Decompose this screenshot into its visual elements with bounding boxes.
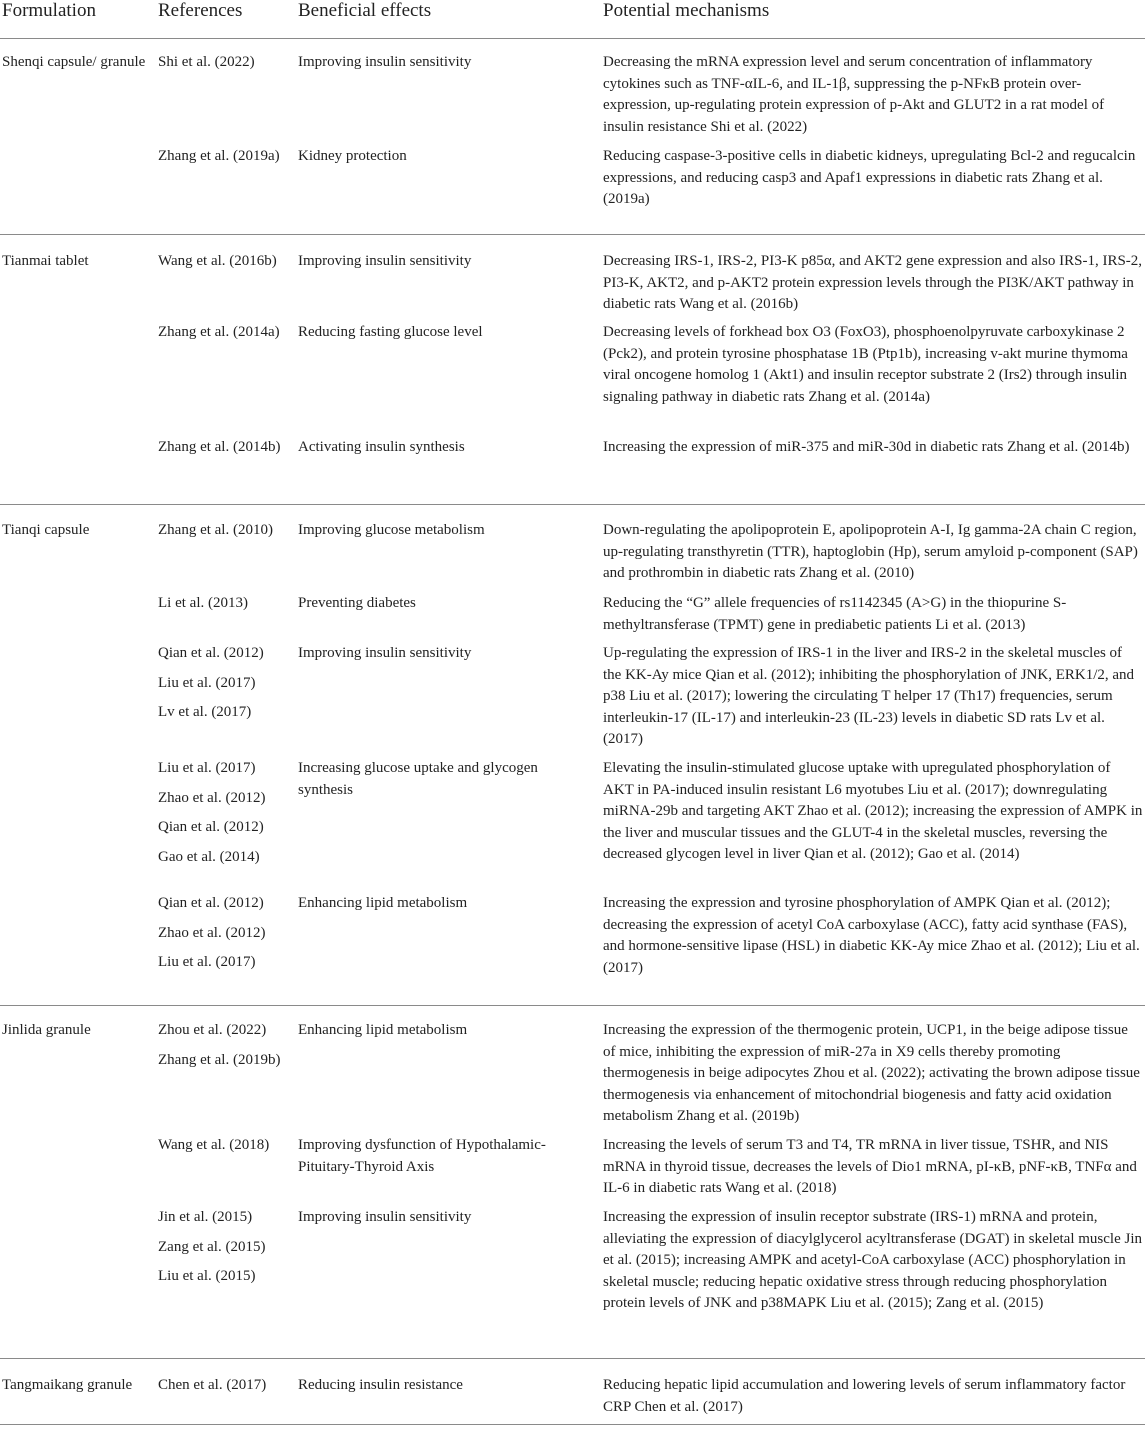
references-cell — [158, 893, 290, 982]
reference-item: Zhang et al. (2019a) — [158, 148, 280, 164]
references-cell — [158, 520, 290, 550]
mechanism-text: Increasing the expression of insulin receptor substrate (IRS-1) mRNA and protein, alleviating the expression of diacylglycerol acyltransferase (DGAT) in skeletal muscle Jin et al. (2015); increasing AMPK and acetyl-CoA carboxylase (ACC) phosphorylation in skeletal muscle; reducing hepatic oxidative stress through reducing phosphorylation protein levels of JNK and p38MAPK Liu et al. (2015); Zang et al. (2015) — [603, 1209, 1142, 1311]
beneficial-effect: Improving glucose metabolism — [298, 522, 485, 538]
reference-item: Shi et al. (2022) — [158, 54, 255, 70]
mechanism-text: Reducing caspase-3-positive cells in diabetic kidneys, upregulating Bcl-2 and regucalcin expressions, and reducing casp3 and Apaf1 expressions in diabetic rats Zhang et al. (2019a) — [603, 148, 1136, 207]
references-cell — [158, 643, 290, 732]
references-cell — [158, 593, 290, 623]
reference-item: Qian et al. (2012) — [158, 895, 264, 911]
reference-item: Zang et al. (2015) — [158, 1238, 266, 1255]
reference-item: Chen et al. (2017) — [158, 1377, 267, 1393]
references-cell — [158, 322, 290, 352]
beneficial-effect: Improving insulin sensitivity — [298, 253, 472, 269]
reference-item: Zhou et al. (2022) — [158, 1022, 267, 1038]
beneficial-effect: Enhancing lipid metabolism — [298, 1022, 468, 1038]
beneficial-effect: Reducing insulin resistance — [298, 1377, 463, 1393]
beneficial-effect: Preventing diabetes — [298, 595, 416, 611]
beneficial-effect: Activating insulin synthesis — [298, 439, 465, 455]
beneficial-effect: Enhancing lipid metabolism — [298, 895, 468, 911]
mechanism-text: Decreasing the mRNA expression level and serum concentration of inflammatory cytokines such as TNF-αIL-6, and IL-1β, suppressing the p-NFκB protein over-expression, up-regulating protein expression of p-Akt and GLUT2 in a rat model of insulin resistance Shi et al. (2022) — [603, 54, 1105, 135]
mechanism-text: Down-regulating the apolipoprotein E, apolipoprotein A-I, Ig gamma-2A chain C region, up-regulating transthyretin (TTR), haptoglobin (Hp), serum amyloid p-component (SAP) and prothrombin in diabetic rats Zhang et al. (2010) — [603, 522, 1138, 581]
formulation-group — [0, 1359, 1145, 1425]
references-cell — [158, 1020, 290, 1079]
references-cell — [158, 251, 290, 281]
reference-item: Qian et al. (2012) — [158, 819, 264, 835]
beneficial-effect: Improving dysfunction of Hypothalamic-Pituitary-Thyroid Axis — [298, 1137, 546, 1175]
header-effects: Beneficial effects — [298, 0, 432, 21]
references-cell — [158, 1375, 290, 1405]
formulation-name: Tangmaikang granule — [2, 1377, 133, 1393]
formulation-group — [0, 38, 1145, 235]
header-references: References — [158, 0, 243, 21]
references-cell — [158, 1135, 290, 1165]
beneficial-effect: Improving insulin sensitivity — [298, 645, 472, 661]
reference-item: Wang et al. (2016b) — [158, 253, 277, 269]
formulation-name: Jinlida granule — [2, 1022, 91, 1038]
mechanism-text: Increasing the expression and tyrosine phosphorylation of AMPK Qian et al. (2012); decreasing the expression of acetyl CoA carboxylase (ACC), fatty acid synthase (FAS), and hormone-sensitive lipase (HSL) in diabetic KK-Ay mice Zhao et al. (2012); Liu et al. (2017) — [603, 895, 1140, 976]
mechanism-text: Reducing the “G” allele frequencies of rs1142345 (A>G) in the thiopurine S-methyltransferase (TPMT) gene in prediabetic patients Li et al. (2013) — [603, 595, 1067, 633]
reference-item: Liu et al. (2017) — [158, 674, 256, 691]
mechanism-text: Increasing the levels of serum T3 and T4, TR mRNA in liver tissue, TSHR, and NIS mRNA in thyroid tissue, decreases the levels of Dio1 mRNA, pI-κB, pNF-κB, TNFα and IL-6 in diabetic rats Wang et al. (2018) — [603, 1137, 1137, 1196]
beneficial-effect: Reducing fasting glucose level — [298, 324, 483, 340]
formulation-name: Shenqi capsule/ granule — [2, 54, 146, 70]
header-formulation: Formulation — [2, 0, 96, 21]
formulation-name: Tianmai tablet — [2, 253, 89, 269]
mechanism-text: Up-regulating the expression of IRS-1 in the liver and IRS-2 in the skeletal muscles of the KK-Ay mice Qian et al. (2012); inhibiting the phosphorylation of JNK, ERK1/2, and p38 Liu et al. (2017); lowering the circulating T helper 17 (Th17) frequencies, serum interleukin-17 (IL-17) and interleukin-23 (IL-23) levels in diabetic SD rats Lv et al. (2017) — [603, 645, 1135, 747]
mechanism-text: Increasing the expression of the thermogenic protein, UCP1, in the beige adipose tissue of mice, inhibiting the expression of miR-27a in X9 cells thereby promoting thermogenesis in beige adipocytes Zhou et al. (2022); activating the brown adipose tissue thermogenesis via enhancement of mitochondrial biogenesis and fatty acid oxidation metabolism Zhang et al. (2019b) — [603, 1022, 1140, 1124]
mechanism-text: Elevating the insulin-stimulated glucose uptake with upregulated phosphorylation of AKT in PA-induced insulin resistant L6 myotubes Liu et al. (2017); downregulating miRNA-29b and targeting AKT Zhao et al. (2012); increasing the expression of AMPK in the liver and muscular tissues and the GLUT-4 in the skeletal muscles, reversing the decreased glycogen level in liver Qian et al. (2012); Gao et al. (2014) — [603, 760, 1143, 862]
formulation-name: Tianqi capsule — [2, 522, 90, 538]
reference-item: Zhang et al. (2019b) — [158, 1051, 281, 1068]
reference-item: Liu et al. (2017) — [158, 954, 256, 970]
reference-item: Zhao et al. (2012) — [158, 924, 266, 941]
references-cell — [158, 146, 290, 176]
formulation-group — [0, 1006, 1145, 1359]
reference-item: Liu et al. (2017) — [158, 760, 256, 776]
reference-item: Zhang et al. (2010) — [158, 522, 273, 538]
reference-item: Zhao et al. (2012) — [158, 789, 266, 806]
reference-item: Lv et al. (2017) — [158, 704, 252, 720]
beneficial-effect: Kidney protection — [298, 148, 407, 164]
references-cell — [158, 52, 290, 82]
beneficial-effect: Improving insulin sensitivity — [298, 1209, 472, 1225]
reference-item: Zhang et al. (2014a) — [158, 324, 280, 340]
reference-item: Zhang et al. (2014b) — [158, 439, 281, 455]
reference-item: Wang et al. (2018) — [158, 1137, 270, 1153]
reference-item: Liu et al. (2015) — [158, 1268, 256, 1284]
reference-item: Gao et al. (2014) — [158, 848, 260, 865]
mechanism-text: Increasing the expression of miR-375 and miR-30d in diabetic rats Zhang et al. (2014b) — [603, 439, 1130, 455]
formulation-group — [0, 505, 1145, 1006]
mechanism-text: Reducing hepatic lipid accumulation and lowering levels of serum inflammatory factor CRP Chen et al. (2017) — [603, 1377, 1126, 1415]
mechanism-text: Decreasing IRS-1, IRS-2, PI3-K p85α, and AKT2 gene expression and also IRS-1, IRS-2, PI3-K, AKT2, and p-AKT2 protein expression levels through the PI3K/AKT pathway in diabetic rats Wang et al. (2016b) — [603, 253, 1143, 312]
references-cell — [158, 1207, 290, 1296]
header-mechanisms: Potential mechanisms — [603, 0, 770, 21]
mechanism-text: Decreasing levels of forkhead box O3 (FoxO3), phosphoenolpyruvate carboxykinase 2 (Pck2), and protein tyrosine phosphatase 1B (Ptp1b), increasing v-akt murine thymoma viral oncogene homolog 1 (Akt1) and insulin receptor substrate 2 (Irs2) through insulin signaling pathway in diabetic rats Zhang et al. (2014a) — [603, 324, 1128, 405]
references-cell — [158, 437, 290, 467]
reference-item: Jin et al. (2015) — [158, 1209, 253, 1225]
reference-item: Qian et al. (2012) — [158, 645, 264, 661]
references-cell — [158, 758, 290, 876]
reference-item: Li et al. (2013) — [158, 595, 248, 611]
beneficial-effect: Increasing glucose uptake and glycogen synthesis — [298, 760, 538, 798]
table-header — [0, 0, 1145, 39]
formulation-group — [0, 235, 1145, 505]
beneficial-effect: Improving insulin sensitivity — [298, 54, 472, 70]
